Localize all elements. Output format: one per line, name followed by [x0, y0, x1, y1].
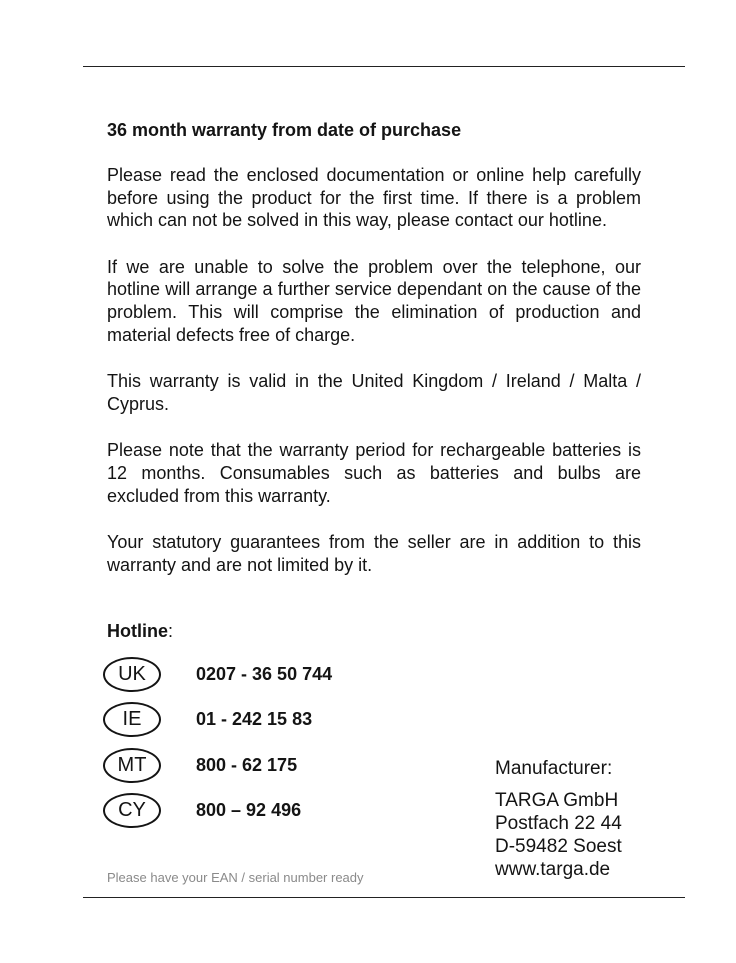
paragraph-batteries: Please note that the warranty period for rechargeable batteries is 12 months. Consumables such as batteries and bulbs are excluded from this warranty. — [107, 440, 641, 506]
country-badge-mt: MT — [103, 748, 161, 783]
warranty-title: 36 month warranty from date of purchase — [107, 120, 462, 140]
bottom-divider — [83, 897, 685, 898]
country-badge-cy: CY — [103, 793, 161, 828]
manufacturer-block — [495, 757, 622, 881]
manufacturer-city: D-59482 Soest — [495, 836, 622, 857]
country-badge-ie: IE — [103, 702, 161, 737]
manufacturer-company: TARGA GmbH — [495, 790, 619, 811]
phone-number-ie: 01 - 242 15 83 — [196, 709, 313, 729]
paragraph-telephone-service: If we are unable to solve the problem over the telephone, our hotline will arrange a further service dependant on the cause of the problem. This will comprise the elimination of production and material defects free of charge. — [107, 256, 641, 345]
hotline-row-ie — [103, 702, 403, 740]
hotline-row-mt — [103, 748, 403, 786]
manufacturer-website: www.targa.de — [495, 859, 611, 880]
paragraph-documentation: Please read the enclosed documentation or online help carefully before using the product for the first time. If there is a problem which can not be solved in this way, please contact our hotline. — [107, 165, 641, 231]
manufacturer-label: Manufacturer: — [495, 758, 613, 779]
hotline-label-text: Hotline — [107, 621, 168, 641]
paragraph-validity: This warranty is valid in the United Kingdom / Ireland / Malta / Cyprus. — [107, 371, 641, 414]
hotline-row-cy — [103, 793, 403, 831]
hotline-colon: : — [168, 621, 174, 641]
serial-number-note: Please have your EAN / serial number ready — [107, 870, 364, 885]
country-badge-uk: UK — [103, 657, 161, 692]
phone-number-uk: 0207 - 36 50 744 — [196, 664, 333, 684]
hotline-heading — [107, 619, 173, 643]
paragraph-statutory: Your statutory guarantees from the seller are in addition to this warranty and are not limited by it. — [107, 532, 641, 575]
manufacturer-postbox: Postfach 22 44 — [495, 813, 622, 834]
top-divider — [83, 66, 685, 67]
warranty-body — [107, 118, 641, 576]
hotline-row-uk — [103, 657, 403, 695]
phone-number-mt: 800 - 62 175 — [196, 755, 298, 775]
phone-number-cy: 800 – 92 496 — [196, 800, 302, 820]
